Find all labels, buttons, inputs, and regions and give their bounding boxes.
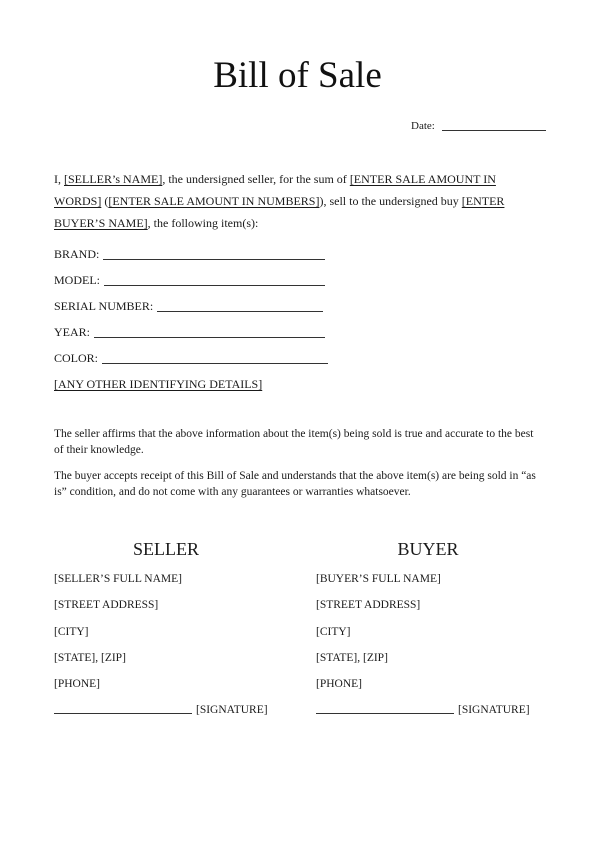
year-label: YEAR: <box>54 325 90 339</box>
other-details-placeholder[interactable]: [ANY OTHER IDENTIFYING DETAILS] <box>54 377 263 391</box>
buyer-acceptance-paragraph: The buyer accepts receipt of this Bill of Sale and understands that the above item(s) are being sold in “as is” condition, and do not come with any guarantees or warranties whatsoever. <box>54 470 536 498</box>
year-field <box>54 324 325 340</box>
date-field <box>411 119 546 133</box>
seller-signature-label: [SIGNATURE] <box>196 704 268 716</box>
seller-signature-field[interactable] <box>54 703 268 717</box>
seller-affirmation-paragraph: The seller affirms that the above information about the item(s) being sold is true and accurate to the best of their knowledge. <box>54 428 534 456</box>
date-blank-line[interactable] <box>442 130 546 131</box>
seller-heading: SELLER <box>133 539 199 559</box>
buyer-phone-field[interactable]: [PHONE] <box>316 678 362 690</box>
intro-text: I, <box>54 172 64 186</box>
buyer-full-name-field[interactable]: [BUYER’S FULL NAME] <box>316 573 441 585</box>
serial-number-field <box>54 298 323 314</box>
intro-text: , the following item(s): <box>147 216 259 230</box>
seller-city-field[interactable]: [CITY] <box>54 626 89 638</box>
intro-text: , the undersigned seller, for the sum of <box>162 172 350 186</box>
buyer-street-address-field[interactable]: [STREET ADDRESS] <box>316 599 421 611</box>
seller-signature-line[interactable] <box>54 713 192 714</box>
amount-numbers-placeholder[interactable]: [ENTER SALE AMOUNT IN NUMBERS] <box>108 194 320 208</box>
color-label: COLOR: <box>54 351 99 365</box>
buyer-name-placeholder[interactable]: [ENTER BUYER’S NAME] <box>54 194 505 230</box>
model-label: MODEL: <box>54 273 100 287</box>
intro-text: ), sell to the undersigned buy <box>319 194 462 208</box>
seller-state-zip-field[interactable]: [STATE], [ZIP] <box>54 652 126 664</box>
intro-text: ( <box>101 194 109 208</box>
date-label: Date: <box>411 120 435 132</box>
year-blank-line[interactable] <box>94 337 325 338</box>
intro-paragraph <box>54 168 524 234</box>
seller-street-address-field[interactable]: [STREET ADDRESS] <box>54 599 159 611</box>
model-blank-line[interactable] <box>104 285 325 286</box>
brand-blank-line[interactable] <box>103 259 325 260</box>
model-field <box>54 272 325 288</box>
buyer-state-zip-field[interactable]: [STATE], [ZIP] <box>316 652 388 664</box>
buyer-city-field[interactable]: [CITY] <box>316 626 351 638</box>
brand-field <box>54 246 325 262</box>
serial-number-blank-line[interactable] <box>157 311 323 312</box>
buyer-signature-line[interactable] <box>316 713 454 714</box>
document-title: Bill of Sale <box>213 55 382 96</box>
seller-name-placeholder[interactable]: [SELLER’s NAME] <box>64 172 163 186</box>
buyer-signature-label: [SIGNATURE] <box>458 704 530 716</box>
serial-number-label: SERIAL NUMBER: <box>54 299 154 313</box>
buyer-heading: BUYER <box>397 539 459 559</box>
color-blank-line[interactable] <box>102 363 328 364</box>
buyer-signature-field[interactable] <box>316 703 530 717</box>
amount-words-placeholder[interactable]: [ENTER SALE AMOUNT IN WORDS] <box>54 172 496 208</box>
seller-phone-field[interactable]: [PHONE] <box>54 678 100 690</box>
seller-full-name-field[interactable]: [SELLER’S FULL NAME] <box>54 573 182 585</box>
color-field <box>54 350 328 366</box>
brand-label: BRAND: <box>54 247 100 261</box>
